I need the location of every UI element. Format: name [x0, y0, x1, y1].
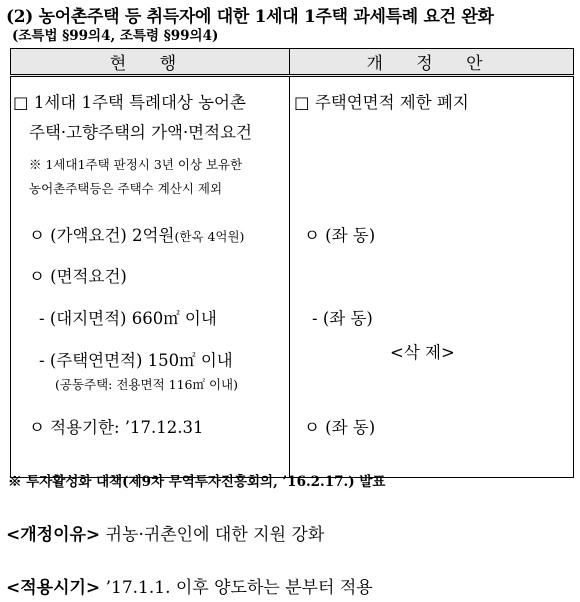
current-land-area: - (대지면적) 660㎡ 이내 [39, 309, 217, 328]
current-item1-line1: □ 1세대 1주택 특례대상 농어촌 [13, 93, 246, 112]
header-revision: 개 정 안 [290, 49, 574, 76]
reason-text: 귀농·귀촌인에 대한 지원 강화 [105, 525, 325, 545]
comparison-table [10, 48, 574, 478]
current-item1-line2: 주택·고향주택의 가액·면적요건 [29, 123, 252, 142]
note-announcement: ※ 투자활성화 대책(제9차 무역투자진흥회의, ’16.2.17.) 발표 [8, 474, 386, 490]
revision-item1: □ 주택연면적 제한 폐지 [294, 93, 469, 112]
current-column [11, 76, 290, 478]
current-note-line1: ※ 1세대1주택 판정시 3년 이상 보유한 [29, 157, 243, 172]
current-floor-area-note: (공동주택: 전용면적 116㎡ 이내) [55, 377, 238, 392]
current-price-req [29, 222, 244, 246]
revision-same1: ㅇ (좌 동) [304, 226, 376, 245]
section-title: (2) 농어촌주택 등 취득자에 대한 1세대 1주택 과세특례 요건 완화 [6, 7, 494, 27]
current-area-req: ㅇ (면적요건) [29, 267, 127, 286]
current-floor-area: - (주택연면적) 150㎡ 이내 [39, 351, 233, 370]
revision-same3: ㅇ (좌 동) [304, 418, 376, 437]
revision-deleted: <삭 제> [390, 343, 455, 362]
price-req-text: ㅇ (가액요건) 2억원 [29, 226, 175, 245]
timing-label: <적용시기> [6, 578, 101, 598]
timing-text: ’17.1.1. 이후 양도하는 분부터 적용 [105, 578, 373, 598]
header-current: 현 행 [11, 49, 290, 76]
revision-column [290, 76, 574, 478]
revision-same2: - (좌 동) [312, 309, 373, 328]
revision-reason [6, 520, 324, 545]
section-subtitle: (조특법 §99의4, 조특령 §99의4) [12, 28, 219, 44]
effective-date [6, 573, 373, 598]
current-deadline: ㅇ 적용기한: ’17.12.31 [29, 418, 204, 437]
reason-label: <개정이유> [6, 525, 101, 545]
price-req-small: (한옥 4억원) [174, 229, 245, 244]
current-note-line2: 농어촌주택등은 주택수 계산시 제외 [29, 181, 223, 196]
